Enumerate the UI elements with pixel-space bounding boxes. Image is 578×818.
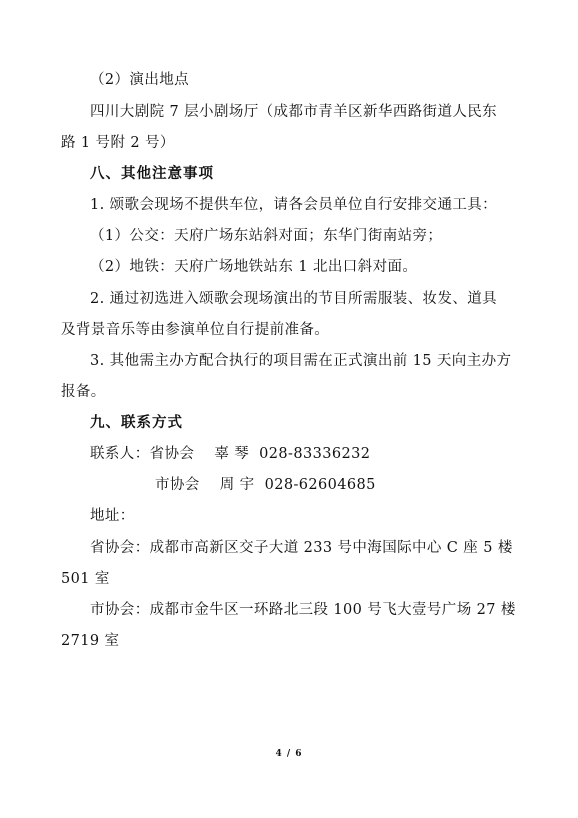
section-8-heading: 八、其他注意事项 — [90, 166, 214, 182]
venue-address-line-2: 路 1 号附 2 号） — [61, 135, 175, 151]
contact-city: 市协会 周 宇 028-62604685 — [155, 477, 376, 493]
address-provincial-line-1: 省协会：成都市高新区交子大道 233 号中海国际中心 C 座 5 楼 — [90, 540, 513, 556]
address-city-line-1: 市协会：成都市金牛区一环路北三段 100 号飞大壹号广场 27 楼 — [90, 602, 516, 618]
note-1-bus: （1）公交：天府广场东站斜对面；东华门街南站旁； — [90, 228, 443, 244]
address-city-line-2: 2719 室 — [61, 633, 120, 649]
note-1-metro: （2）地铁：天府广场地铁站东 1 北出口斜对面。 — [90, 259, 418, 275]
note-2-line-1: 2. 通过初选进入颂歌会现场演出的节目所需服装、妆发、道具 — [90, 291, 498, 307]
note-1-text: 1. 颂歌会现场不提供车位，请各会员单位自行安排交通工具： — [90, 197, 498, 213]
note-3-line-2: 报备。 — [61, 384, 106, 400]
address-label: 地址： — [90, 508, 135, 524]
note-3-line-1: 3. 其他需主办方配合执行的项目需在正式演出前 15 天向主办方 — [90, 353, 512, 369]
venue-address-line-1: 四川大剧院 7 层小剧场厅（成都市青羊区新华西路街道人民东 — [90, 104, 498, 120]
note-2-line-2: 及背景音乐等由参演单位自行提前准备。 — [61, 322, 330, 338]
address-provincial-line-2: 501 室 — [61, 571, 110, 587]
page-number: 4 / 6 — [275, 749, 303, 759]
section-9-heading: 九、联系方式 — [90, 415, 183, 431]
venue-subheading: （2）演出地点 — [90, 72, 190, 88]
contact-provincial: 联系人：省协会 辜 琴 028-83336232 — [90, 446, 371, 462]
